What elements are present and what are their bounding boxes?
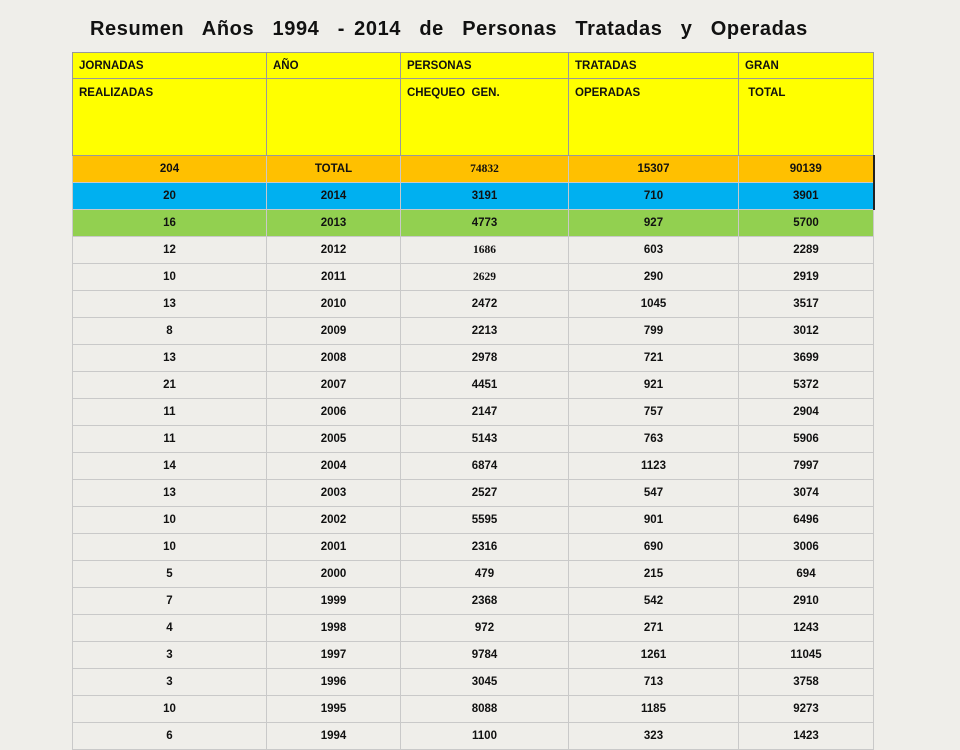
table-cell: 13 xyxy=(73,345,267,372)
table-cell: 10 xyxy=(73,507,267,534)
table-row xyxy=(73,183,874,210)
total-cell: 15307 xyxy=(569,156,739,183)
table-cell: 2007 xyxy=(267,372,401,399)
table-cell: 2006 xyxy=(267,399,401,426)
table-cell: 2000 xyxy=(267,561,401,588)
table-cell: 215 xyxy=(569,561,739,588)
table-cell: 7 xyxy=(73,588,267,615)
table-cell: 7997 xyxy=(739,453,874,480)
table-row xyxy=(73,345,874,372)
total-row xyxy=(73,156,874,183)
table-cell: 2289 xyxy=(739,237,874,264)
table-cell: 8 xyxy=(73,318,267,345)
table-cell: 1243 xyxy=(739,615,874,642)
table-cell: 2978 xyxy=(401,345,569,372)
table-row xyxy=(73,237,874,264)
table-cell: 1995 xyxy=(267,696,401,723)
table-cell: 3758 xyxy=(739,669,874,696)
table-row xyxy=(73,723,874,750)
table-row xyxy=(73,561,874,588)
table-cell: 10 xyxy=(73,264,267,291)
table-cell: 11045 xyxy=(739,642,874,669)
total-cell: 204 xyxy=(73,156,267,183)
table-cell: 1261 xyxy=(569,642,739,669)
table-cell: 1423 xyxy=(739,723,874,750)
table-row xyxy=(73,480,874,507)
table-cell: 1996 xyxy=(267,669,401,696)
table-cell: 2472 xyxy=(401,291,569,318)
total-cell: 74832 xyxy=(401,156,569,183)
table-cell: 2213 xyxy=(401,318,569,345)
table-cell: 921 xyxy=(569,372,739,399)
table-cell: 3699 xyxy=(739,345,874,372)
table-cell: 2368 xyxy=(401,588,569,615)
table-row xyxy=(73,399,874,426)
table-cell: 323 xyxy=(569,723,739,750)
table-cell: 4773 xyxy=(401,210,569,237)
table-row xyxy=(73,534,874,561)
table-cell: 9273 xyxy=(739,696,874,723)
table-cell: 5700 xyxy=(739,210,874,237)
header-cell: OPERADAS xyxy=(569,79,739,156)
table-cell: 11 xyxy=(73,426,267,453)
table-cell: 1123 xyxy=(569,453,739,480)
table-cell: 271 xyxy=(569,615,739,642)
table-cell: 2004 xyxy=(267,453,401,480)
table-cell: 763 xyxy=(569,426,739,453)
table-row xyxy=(73,615,874,642)
table-cell: 16 xyxy=(73,210,267,237)
table-row xyxy=(73,507,874,534)
table-cell: 3012 xyxy=(739,318,874,345)
total-cell: TOTAL xyxy=(267,156,401,183)
header-cell: TRATADAS xyxy=(569,53,739,79)
table-row xyxy=(73,210,874,237)
table-cell: 2919 xyxy=(739,264,874,291)
table-cell: 713 xyxy=(569,669,739,696)
table-cell: 1185 xyxy=(569,696,739,723)
table-cell: 3074 xyxy=(739,480,874,507)
table-cell: 1998 xyxy=(267,615,401,642)
table-cell: 3517 xyxy=(739,291,874,318)
table-cell: 3901 xyxy=(739,183,874,210)
table-cell: 11 xyxy=(73,399,267,426)
table-cell: 2147 xyxy=(401,399,569,426)
table-cell: 13 xyxy=(73,291,267,318)
table-cell: 8088 xyxy=(401,696,569,723)
table-cell: 547 xyxy=(569,480,739,507)
table-cell: 6 xyxy=(73,723,267,750)
table-cell: 1999 xyxy=(267,588,401,615)
table-cell: 14 xyxy=(73,453,267,480)
table-row xyxy=(73,372,874,399)
header-cell: GRAN xyxy=(739,53,874,79)
header-row-2 xyxy=(73,79,874,156)
table-cell: 5143 xyxy=(401,426,569,453)
summary-table xyxy=(72,52,875,750)
table-cell: 10 xyxy=(73,534,267,561)
header-cell xyxy=(267,79,401,156)
table-cell: 6874 xyxy=(401,453,569,480)
table-cell: 2008 xyxy=(267,345,401,372)
header-cell: REALIZADAS xyxy=(73,79,267,156)
table-cell: 542 xyxy=(569,588,739,615)
table-cell: 2010 xyxy=(267,291,401,318)
page-title: Resumen Años 1994 - 2014 de Personas Tratadas y Operadas xyxy=(90,18,808,40)
table-cell: 721 xyxy=(569,345,739,372)
table-cell: 2013 xyxy=(267,210,401,237)
table-cell: 2904 xyxy=(739,399,874,426)
table-row xyxy=(73,291,874,318)
table-cell: 927 xyxy=(569,210,739,237)
table-cell: 5906 xyxy=(739,426,874,453)
table-cell: 290 xyxy=(569,264,739,291)
table-cell: 2009 xyxy=(267,318,401,345)
table-cell: 3191 xyxy=(401,183,569,210)
table-cell: 2001 xyxy=(267,534,401,561)
table-cell: 3 xyxy=(73,642,267,669)
table-cell: 3006 xyxy=(739,534,874,561)
table-cell: 9784 xyxy=(401,642,569,669)
table-cell: 21 xyxy=(73,372,267,399)
header-cell: PERSONAS xyxy=(401,53,569,79)
table-row xyxy=(73,453,874,480)
header-row-1 xyxy=(73,53,874,79)
table-cell: 2014 xyxy=(267,183,401,210)
total-cell: 90139 xyxy=(739,156,874,183)
table-cell: 2910 xyxy=(739,588,874,615)
table-row xyxy=(73,588,874,615)
header-cell: JORNADAS xyxy=(73,53,267,79)
table-cell: 1045 xyxy=(569,291,739,318)
table-cell: 972 xyxy=(401,615,569,642)
table-cell: 2011 xyxy=(267,264,401,291)
table-row xyxy=(73,426,874,453)
table-cell: 901 xyxy=(569,507,739,534)
table-cell: 2002 xyxy=(267,507,401,534)
table-cell: 4 xyxy=(73,615,267,642)
header-cell: CHEQUEO GEN. xyxy=(401,79,569,156)
table-cell: 799 xyxy=(569,318,739,345)
table-cell: 603 xyxy=(569,237,739,264)
table-cell: 3 xyxy=(73,669,267,696)
table-cell: 2316 xyxy=(401,534,569,561)
table-cell: 4451 xyxy=(401,372,569,399)
table-cell: 5372 xyxy=(739,372,874,399)
table-cell: 1100 xyxy=(401,723,569,750)
table-row xyxy=(73,696,874,723)
table-cell: 3045 xyxy=(401,669,569,696)
table-cell: 6496 xyxy=(739,507,874,534)
table-cell: 2003 xyxy=(267,480,401,507)
header-cell: TOTAL xyxy=(739,79,874,156)
table-cell: 5 xyxy=(73,561,267,588)
table-cell: 13 xyxy=(73,480,267,507)
table-cell: 2629 xyxy=(401,264,569,291)
table-row xyxy=(73,669,874,696)
table-row xyxy=(73,318,874,345)
table-row xyxy=(73,264,874,291)
table-cell: 694 xyxy=(739,561,874,588)
table-cell: 12 xyxy=(73,237,267,264)
table-cell: 690 xyxy=(569,534,739,561)
table-cell: 757 xyxy=(569,399,739,426)
table-cell: 2012 xyxy=(267,237,401,264)
table-cell: 20 xyxy=(73,183,267,210)
table-cell: 1994 xyxy=(267,723,401,750)
table-cell: 2527 xyxy=(401,480,569,507)
table-row xyxy=(73,642,874,669)
table-cell: 710 xyxy=(569,183,739,210)
table-cell: 479 xyxy=(401,561,569,588)
header-cell: AÑO xyxy=(267,53,401,79)
table-cell: 1686 xyxy=(401,237,569,264)
table-cell: 2005 xyxy=(267,426,401,453)
table-cell: 1997 xyxy=(267,642,401,669)
table-cell: 10 xyxy=(73,696,267,723)
table-cell: 5595 xyxy=(401,507,569,534)
